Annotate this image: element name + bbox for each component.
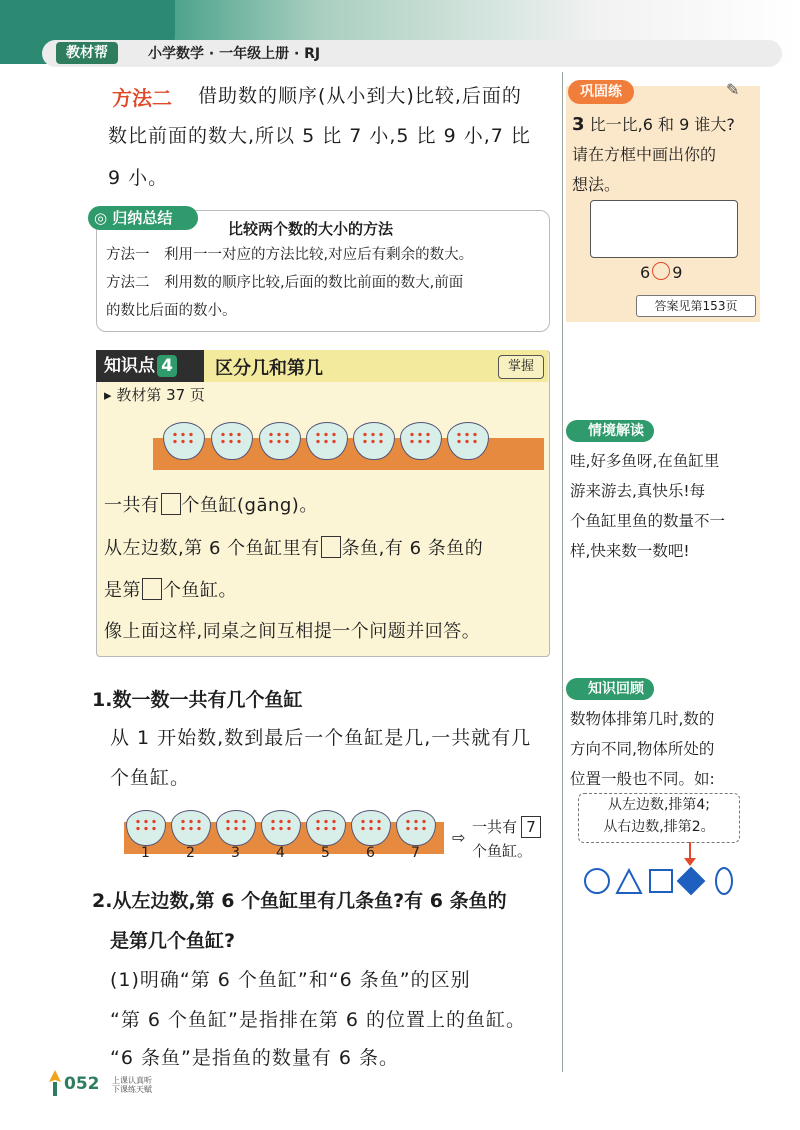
source-ref-text: 教材第 37 页 xyxy=(116,386,205,404)
square-icon xyxy=(650,870,672,892)
knowledge-point-tag xyxy=(96,350,204,382)
answer-box[interactable] xyxy=(161,493,181,515)
section1-line2: 个鱼缸。 xyxy=(110,767,191,789)
triangle-icon xyxy=(617,870,641,893)
review-bubble xyxy=(578,793,740,843)
review-line1: 数物体排第几时,数的 xyxy=(570,710,715,728)
book-title: 小学数学 · 一年级上册 · RJ xyxy=(148,46,321,62)
summary-line2: 方法二 利用数的顺序比较,后面的数比前面的数大,前面 xyxy=(106,275,464,291)
kp-question2 xyxy=(104,536,483,561)
oval-icon xyxy=(716,868,732,894)
shape-row xyxy=(582,866,742,896)
kp-question4: 像上面这样,同桌之间互相提一个问题并回答。 xyxy=(104,621,481,642)
answer-reference: 答案见第153页 xyxy=(636,295,756,317)
total-value: 7 xyxy=(521,816,541,838)
practice-text1: 比一比,6 和 9 谁大? xyxy=(589,115,735,134)
method2-line1: 借助数的顺序(从小到大)比较,后面的 xyxy=(198,85,522,107)
summary-tag-label: 归纳总结 xyxy=(112,209,173,227)
source-ref: ▸ 教材第 37 页 xyxy=(104,386,205,404)
mastery-badge: 掌握 xyxy=(498,355,544,379)
q3-text-b: 个鱼缸。 xyxy=(163,580,237,601)
page-number: 052 xyxy=(64,1074,100,1094)
section1-heading: 1.数一数一共有几个鱼缸 xyxy=(92,689,303,711)
column-divider xyxy=(562,72,563,1072)
q2-text-a: 从左边数,第 6 个鱼缸里有 xyxy=(104,538,320,559)
context-line4: 样,快来数一数吧! xyxy=(570,542,690,560)
circle-icon xyxy=(585,869,609,893)
answer-box[interactable] xyxy=(321,536,341,558)
summary-title: 比较两个数的大小的方法 xyxy=(228,220,394,238)
section1-line1: 从 1 开始数,数到最后一个鱼缸是几,一共就有几 xyxy=(110,727,532,749)
bubble-line1: 从左边数,排第4; xyxy=(607,797,711,813)
practice-text xyxy=(572,110,756,200)
arrow-right-icon: ⇨ xyxy=(452,828,466,847)
footer-note1: 上课认真听 xyxy=(112,1076,152,1085)
total-text-b: 个鱼缸。 xyxy=(472,842,533,860)
total-caption xyxy=(472,815,541,863)
practice-text2: 请在方框中画出你的 xyxy=(572,145,717,164)
compare-right: 9 xyxy=(672,263,683,282)
review-line3: 位置一般也不同。如: xyxy=(570,770,715,788)
method2-line2: 数比前面的数大,所以 5 比 7 小,5 比 9 小,7 比 xyxy=(108,125,531,147)
method2-label: 方法二 xyxy=(112,86,172,110)
context-line3: 个鱼缸里鱼的数量不一 xyxy=(570,512,726,530)
knowledge-point-title: 区分几和第几 xyxy=(215,358,323,379)
drawing-frame[interactable] xyxy=(590,200,738,258)
summary-tag: ◎ 归纳总结 xyxy=(88,206,198,230)
q1-text-a: 一共有 xyxy=(104,495,160,516)
review-tag: 知识回顾 xyxy=(566,678,654,700)
section2-sub2: “第 6 个鱼缸”是指排在第 6 的位置上的鱼缸。 xyxy=(110,1009,527,1031)
answer-box[interactable] xyxy=(142,578,162,600)
review-text xyxy=(570,704,760,794)
q1-text-b: 个鱼缸(gāng)。 xyxy=(181,495,318,516)
section2-sub3: “6 条鱼”是指鱼的数量有 6 条。 xyxy=(110,1047,399,1069)
section2-heading-line2: 是第几个鱼缸? xyxy=(110,930,236,952)
practice-tag: 巩固练 xyxy=(568,80,634,104)
bubble-line2: 从右边数,排第2。 xyxy=(603,819,715,835)
bowl-number: 7 xyxy=(411,845,420,861)
context-text xyxy=(570,446,760,566)
q2-text-b: 条鱼,有 6 条鱼的 xyxy=(341,538,484,559)
practice-number: 3 xyxy=(572,114,585,135)
compare-left: 6 xyxy=(640,263,651,282)
kp-number: 4 xyxy=(157,355,177,377)
section2-sub1: (1)明确“第 6 个鱼缸”和“6 条鱼”的区别 xyxy=(110,969,471,991)
context-line1: 哇,好多鱼呀,在鱼缸里 xyxy=(570,452,720,470)
total-text-a: 一共有 xyxy=(472,818,518,836)
footer-note xyxy=(112,1076,152,1094)
bowl-number: 6 xyxy=(366,845,375,861)
brand-logo: 教材帮 xyxy=(56,42,118,64)
practice-text3: 想法。 xyxy=(572,175,621,194)
bowl-number: 2 xyxy=(186,845,195,861)
method2-line3: 9 小。 xyxy=(108,167,169,189)
context-line2: 游来游去,真快乐!每 xyxy=(570,482,706,500)
footer-note2: 下课练天赋 xyxy=(112,1085,152,1094)
section2-heading-line1: 2.从左边数,第 6 个鱼缸里有几条鱼?有 6 条鱼的 xyxy=(92,890,507,912)
q3-text-a: 是第 xyxy=(104,580,141,601)
bowl-number: 3 xyxy=(231,845,240,861)
summary-line3: 的数比后面的数小。 xyxy=(106,303,237,319)
review-line2: 方向不同,物体所处的 xyxy=(570,740,715,758)
compare-circle[interactable] xyxy=(652,262,670,280)
bowl-number: 1 xyxy=(141,845,150,861)
bowl-number: 4 xyxy=(276,845,285,861)
pencil-icon: ✎ xyxy=(726,80,740,99)
kp-question1 xyxy=(104,493,318,518)
comparison xyxy=(640,262,682,282)
torch-icon xyxy=(44,1068,66,1098)
kp-tag-label: 知识点 xyxy=(104,356,155,376)
summary-line1: 方法一 利用一一对应的方法比较,对应后有剩余的数大。 xyxy=(106,247,474,263)
diamond-icon xyxy=(678,868,704,894)
bowl-number: 5 xyxy=(321,845,330,861)
kp-question3 xyxy=(104,578,237,603)
context-tag: 情境解读 xyxy=(566,420,654,442)
pointer-arrow-icon xyxy=(684,858,696,866)
